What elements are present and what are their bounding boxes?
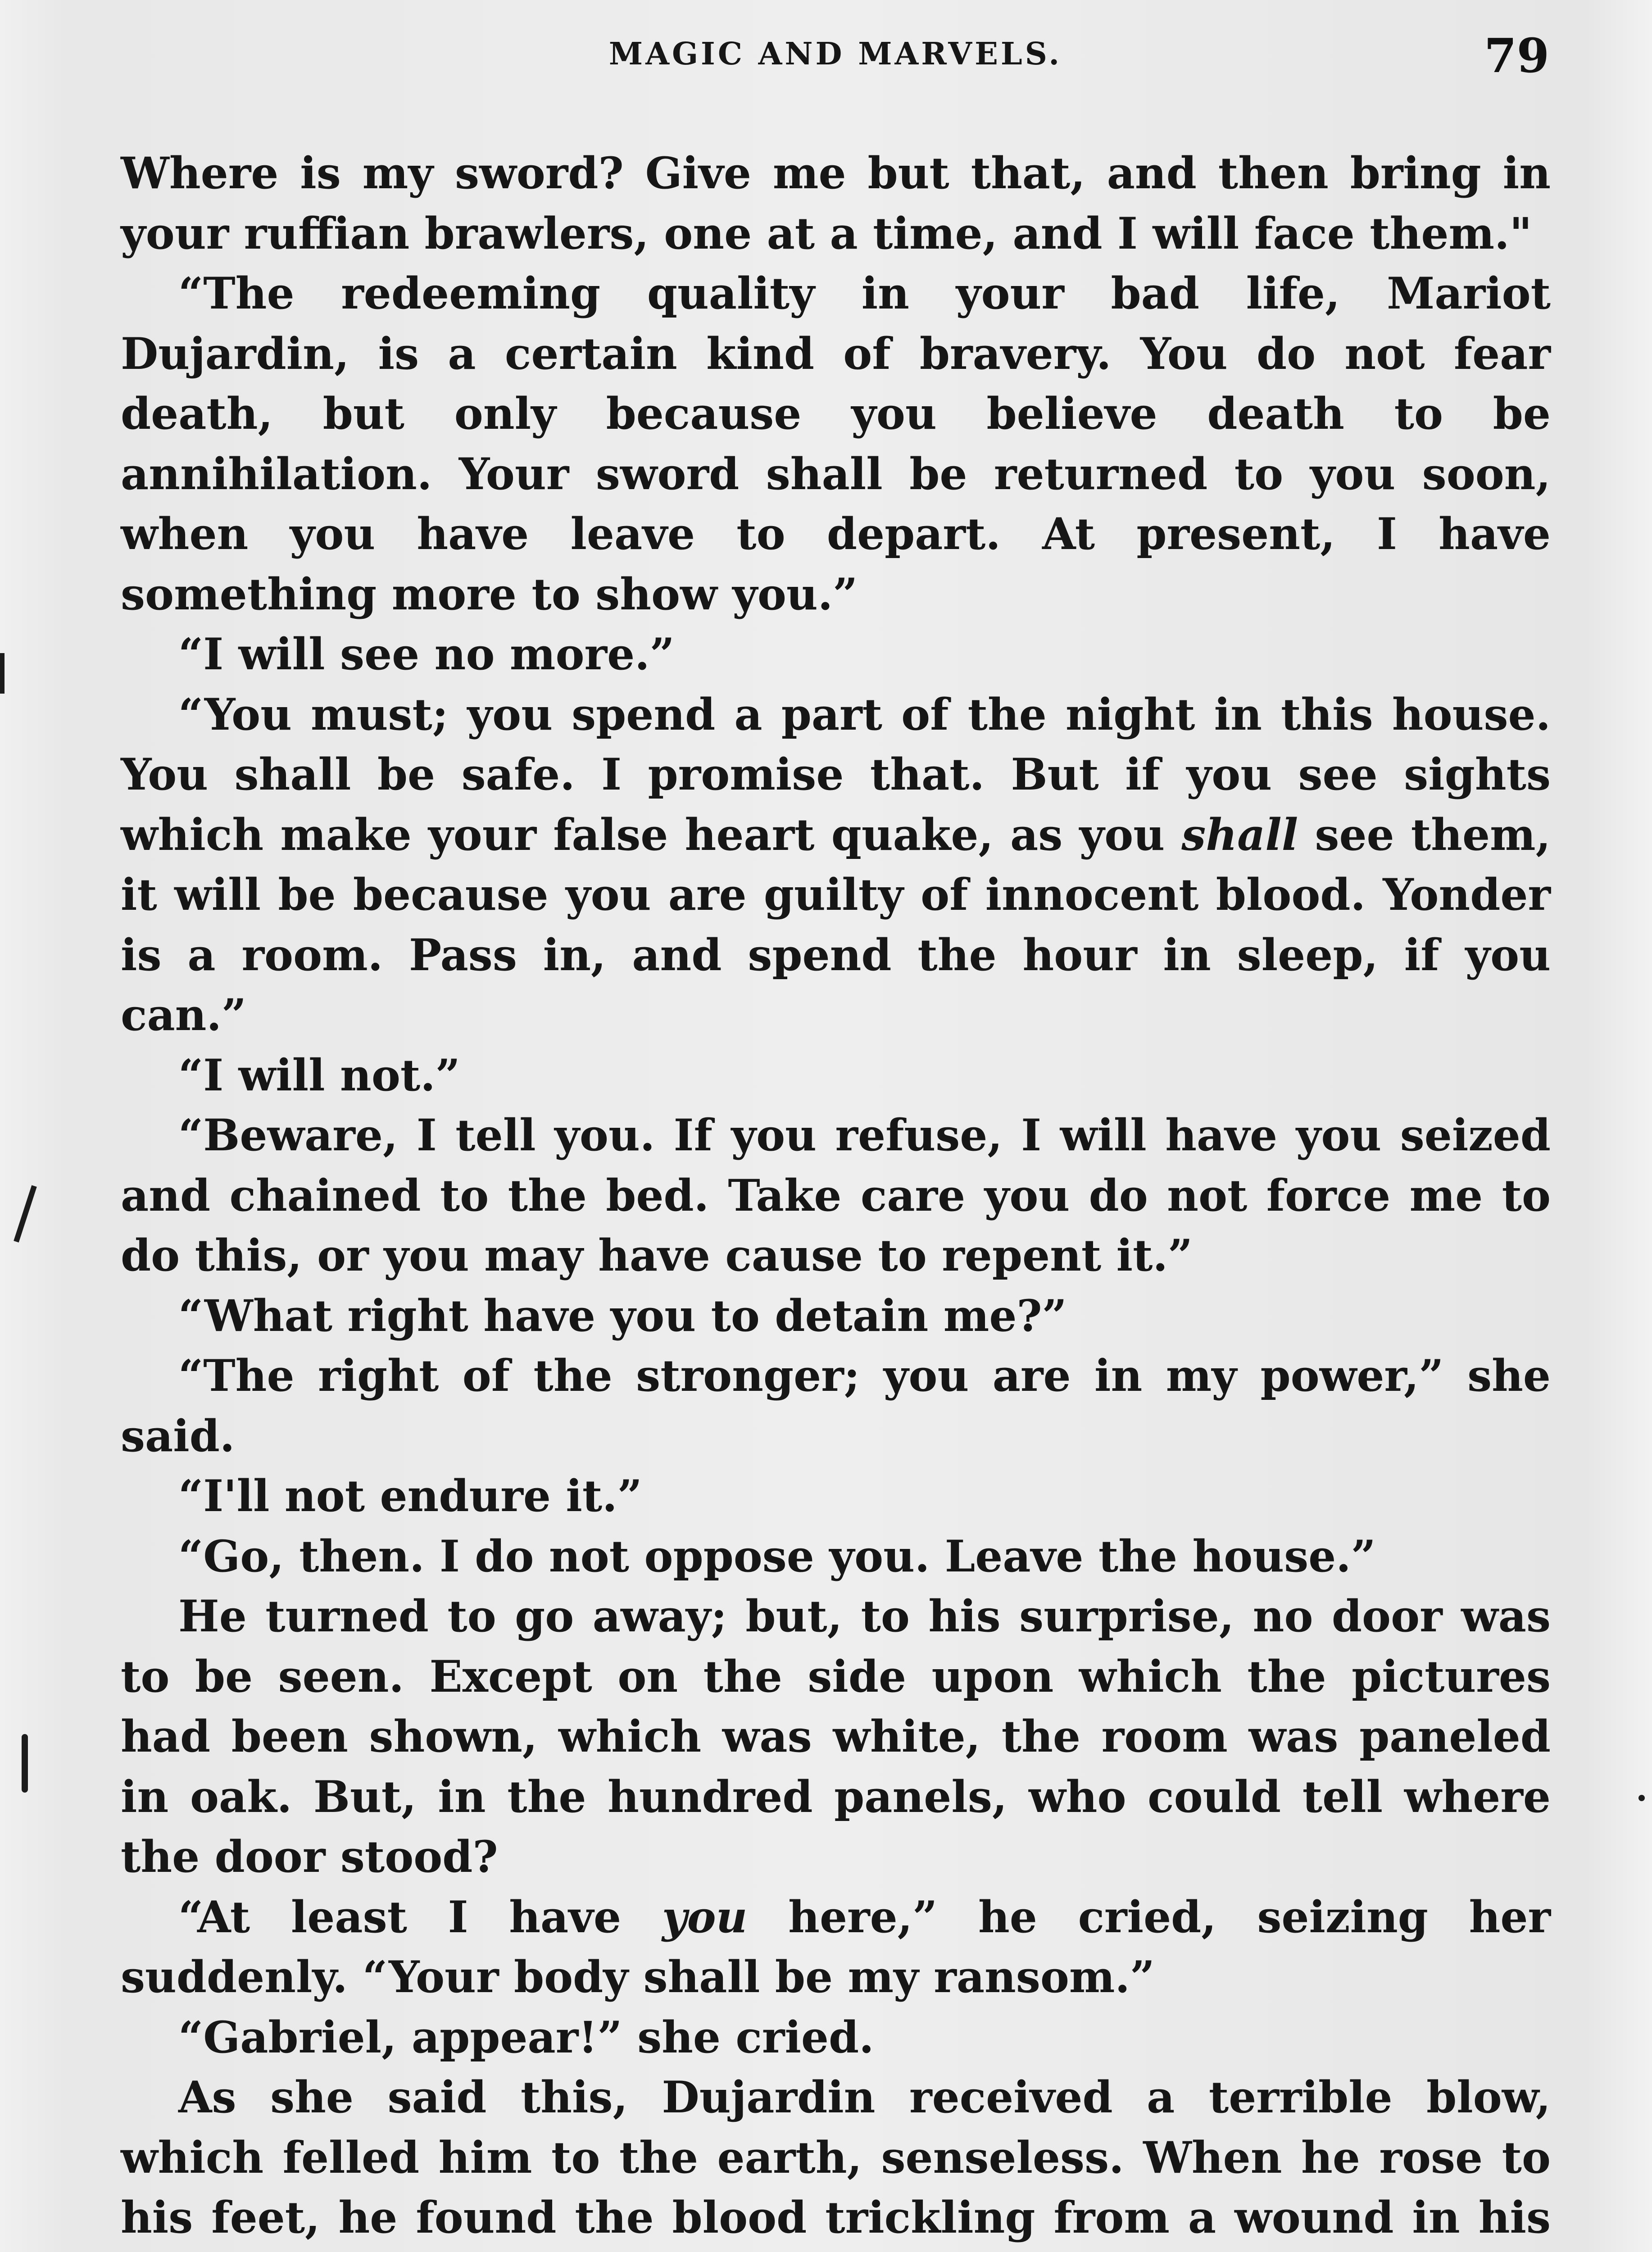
paragraph: “I will see no more.” (178, 629, 675, 680)
paragraph: Where is my sword? Give me but that, and then bring in your ruffian brawlers, one at a time, and I will face them." (121, 148, 1551, 259)
page-number: 79 (1484, 28, 1549, 83)
paragraph: “Gabriel, appear!” she cried. (178, 2011, 874, 2063)
page-header (122, 28, 1549, 82)
paragraph-text: see them, it will be because you are guilty of innocent blood. Yonder is a room. Pass in, and spend the hour in sleep, if you can.” (121, 809, 1551, 1040)
paragraph: “What right have you to detain me?” (178, 1290, 1067, 1341)
paragraph: “Beware, I tell you. If you refuse, I will have you seized and chained to the bed. Take care you do not force me to do this, or you may have cause to repent it.” (121, 1110, 1551, 1281)
paragraph (121, 1887, 1551, 2007)
paragraph: “Go, then. I do not oppose you. Leave the house.” (178, 1530, 1376, 1582)
paragraph: As she said this, Dujardin received a terrible blow, which felled him to the earth, senseless. When he rose to his feet, he found the blood trickling from a wound in his (121, 2072, 1551, 2243)
running-title: MAGIC AND MARVELS. (608, 36, 1062, 72)
paragraph-text: “At least I have (178, 1891, 622, 1943)
paragraph-text: “You must; you spend a part of the night in this house. You shall be safe. I promise that. But if you see sights which make your false heart quake, as you (121, 689, 1551, 860)
margin-mark-right (1638, 1795, 1645, 1801)
paragraph (121, 685, 1551, 1045)
paragraph: He turned to go away; but, to his surprise, no door was to be seen. Except on the side upon which the pictures had been shown, which was white, the room was paneled in oak. But, in the hundred panels, who could tell where the door stood? (121, 1591, 1551, 1882)
paragraph: “I will not.” (178, 1049, 460, 1101)
paragraph: “The right of the stronger; you are in my power,” she said. (121, 1350, 1551, 1462)
margin-mark-left-3 (22, 1734, 28, 1793)
emphasis-shall: shall (1181, 809, 1298, 860)
margin-mark-left-2 (14, 1185, 37, 1242)
body-text (121, 143, 1551, 2252)
paragraph-text: here,” he cried, seizing her suddenly. “Your body shall be my ransom.” (121, 1891, 1551, 2002)
paragraph: “The redeeming quality in your bad life, Mariot Dujardin, is a certain kind of bravery. You do not fear death, but only because you believe death to be annihilation. Your sword shall be returned to you soon, when you have leave to depart. At present, I have something more to show you.” (121, 268, 1551, 620)
emphasis-you: you (662, 1891, 748, 1943)
margin-mark-left-1 (0, 653, 5, 694)
paragraph: “I'll not endure it.” (178, 1471, 642, 1521)
